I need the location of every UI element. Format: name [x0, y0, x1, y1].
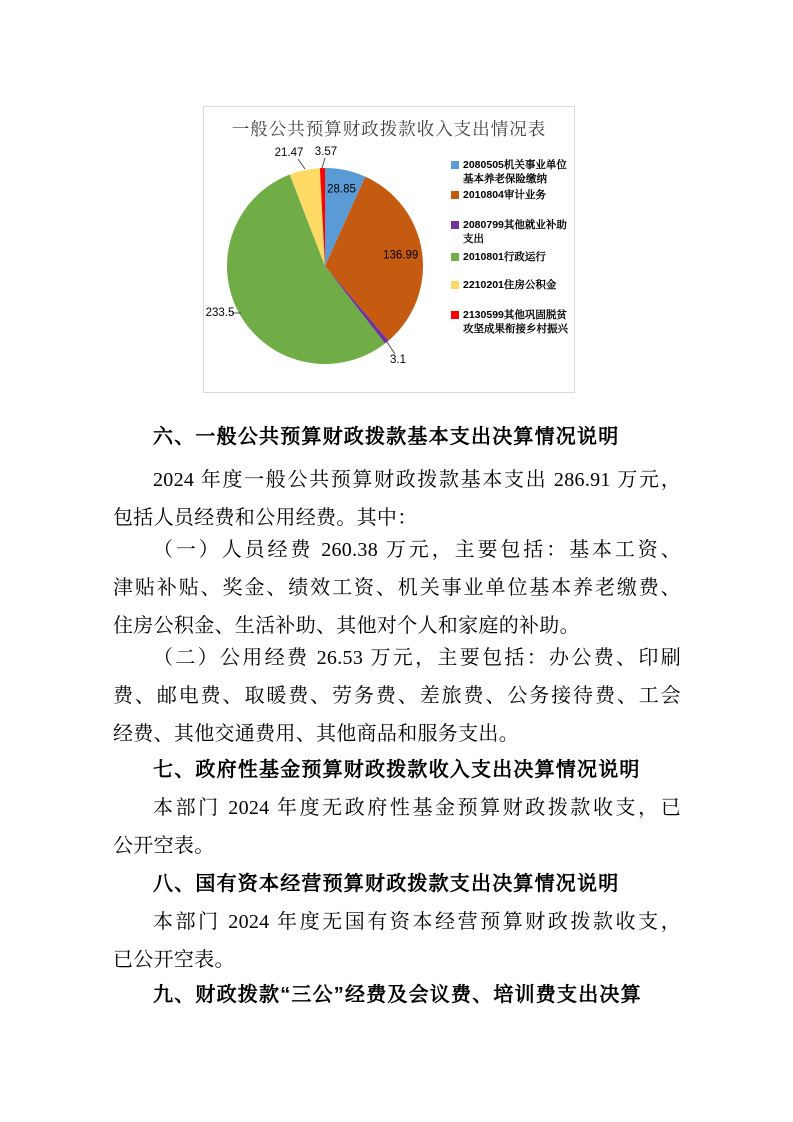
pie-data-label: 136.99 [383, 249, 419, 262]
legend-swatch-icon [451, 191, 459, 199]
legend-label: 2010801行政运行 [463, 251, 546, 263]
section-heading: 六、一般公共预算财政拨款基本支出决算情况说明 [153, 426, 620, 448]
pie-data-label: 28.85 [327, 183, 356, 196]
section-heading: 八、国有资本经营预算财政拨款支出决算情况说明 [153, 873, 620, 895]
paragraph-line: 公开空表。 [113, 835, 215, 857]
paragraph-line: （二）公用经费 26.53 万元，主要包括：办公费、印刷 [153, 647, 681, 669]
legend-label: 2010804审计业务 [463, 189, 546, 201]
pie-data-label: 233.5 [205, 307, 235, 320]
legend-item-1 [451, 189, 573, 203]
pie-data-label: 3.57 [314, 146, 338, 159]
section-heading: 七、政府性基金预算财政拨款收入支出决算情况说明 [153, 759, 641, 781]
paragraph-line: 已公开空表。 [113, 949, 235, 971]
legend-swatch-icon [451, 311, 459, 319]
pie-data-label: 21.47 [274, 147, 304, 160]
chart-title: 一般公共预算财政拨款收入支出情况表 [231, 119, 547, 139]
paragraph-line: 包括人员经费和公用经费。其中： [113, 507, 418, 529]
paragraph-line: 本部门 2024 年度无政府性基金预算财政拨款收支，已 [153, 797, 681, 819]
paragraph-line: （一）人员经费 260.38 万元，主要包括：基本工资、 [153, 539, 681, 561]
paragraph-line: 住房公积金、生活补助、其他对个人和家庭的补助。 [113, 615, 580, 637]
legend-label: 2080505机关事业单位基本养老保险缴纳 [463, 159, 567, 185]
pie-data-label: 3.1 [390, 354, 406, 367]
paragraph-line: 津贴补贴、奖金、绩效工资、机关事业单位基本养老缴费、 [113, 577, 681, 599]
paragraph-line: 经费、其他交通费用、其他商品和服务支出。 [113, 723, 519, 745]
paragraph-line: 费、邮电费、取暖费、劳务费、差旅费、公务接待费、工会 [113, 685, 681, 707]
legend-label: 2080799其他就业补助支出 [463, 219, 567, 245]
chart-legend [204, 107, 574, 392]
legend-label: 2130599其他巩固脱贫攻坚成果衔接乡村振兴 [463, 309, 568, 335]
legend-item-2 [451, 219, 573, 246]
legend-item-0 [451, 159, 573, 186]
budget-pie-chart [203, 106, 575, 393]
legend-swatch-icon [451, 253, 459, 261]
paragraph-line: 本部门 2024 年度无国有资本经营预算财政拨款收支， [153, 911, 681, 933]
legend-swatch-icon [451, 281, 459, 289]
legend-item-3 [451, 251, 573, 265]
legend-swatch-icon [451, 161, 459, 169]
section-heading: 九、财政拨款“三公”经费及会议费、培训费支出决算 [153, 984, 642, 1006]
legend-item-4 [451, 279, 573, 293]
legend-label: 2210201住房公积金 [463, 279, 557, 291]
paragraph-line: 2024 年度一般公共预算财政拨款基本支出 286.91 万元， [153, 469, 681, 491]
legend-item-5 [451, 309, 573, 336]
legend-swatch-icon [451, 221, 459, 229]
